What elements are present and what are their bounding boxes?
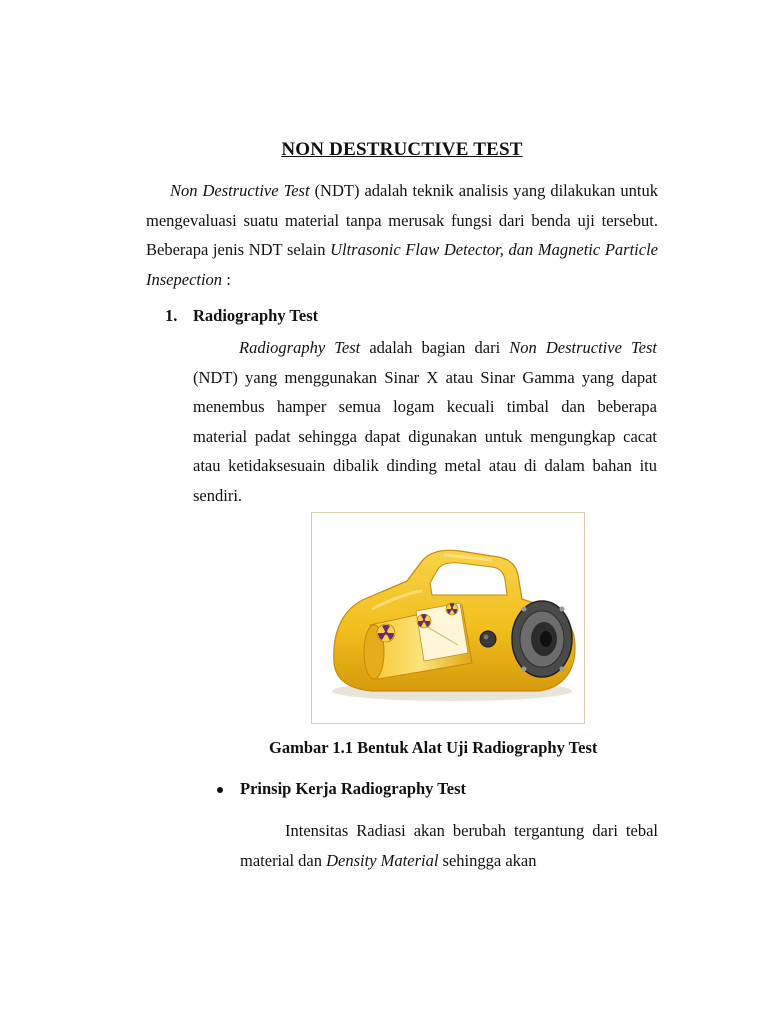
principle-text-2: sehingga akan bbox=[438, 850, 537, 870]
rt-term: Radiography Test bbox=[239, 338, 361, 357]
radiography-device-figure bbox=[311, 512, 585, 724]
section-title: Radiography Test bbox=[193, 306, 319, 325]
rt-term-ndt: Non Destructive Test bbox=[509, 338, 657, 357]
radiation-trefoil-icon bbox=[417, 614, 431, 628]
bullet-icon bbox=[217, 787, 223, 793]
principle-text-1: Intensitas Radiasi akan berubah tergantung dari tebal material dan bbox=[240, 821, 658, 870]
section-heading bbox=[165, 306, 318, 326]
figure-caption: Gambar 1.1 Bentuk Alat Uji Radiography Test bbox=[269, 738, 598, 757]
principle-paragraph bbox=[240, 816, 658, 875]
principle-term: Density Material bbox=[326, 850, 439, 870]
radiography-paragraph bbox=[193, 333, 657, 510]
rt-text-1: adalah bagian dari bbox=[360, 338, 510, 357]
intro-text: (NDT) adalah teknik analisis yang dilakukan untuk mengevaluasi suatu material tanpa merusak fungsi dari benda uji tersebut. Beberapa jenis NDT selain bbox=[146, 181, 658, 259]
radiation-trefoil-icon bbox=[446, 603, 458, 615]
intro-colon: : bbox=[222, 269, 231, 289]
page-title: NON DESTRUCTIVE TEST bbox=[281, 139, 523, 160]
bullet-heading: Prinsip Kerja Radiography Test bbox=[240, 779, 466, 798]
radiography-device-image bbox=[312, 513, 584, 723]
rt-text-2: (NDT) yang menggunakan Sinar X atau Sinar Gamma yang dapat menembus hamper semua logam kecuali timbal dan beberapa material padat sehingga dapat digunakan untuk mengungkap cacat atau ketidaksesuain dibalik dinding metal atau di dalam bahan itu sendiri. bbox=[193, 367, 657, 505]
radiation-trefoil-icon bbox=[377, 624, 395, 642]
intro-term-ndt: Non Destructive Test bbox=[170, 181, 310, 200]
intro-paragraph bbox=[146, 176, 658, 294]
section-number: 1. bbox=[165, 306, 178, 325]
intro-methods: Ultrasonic Flaw Detector, dan Magnetic Particle Insepection bbox=[146, 240, 658, 289]
